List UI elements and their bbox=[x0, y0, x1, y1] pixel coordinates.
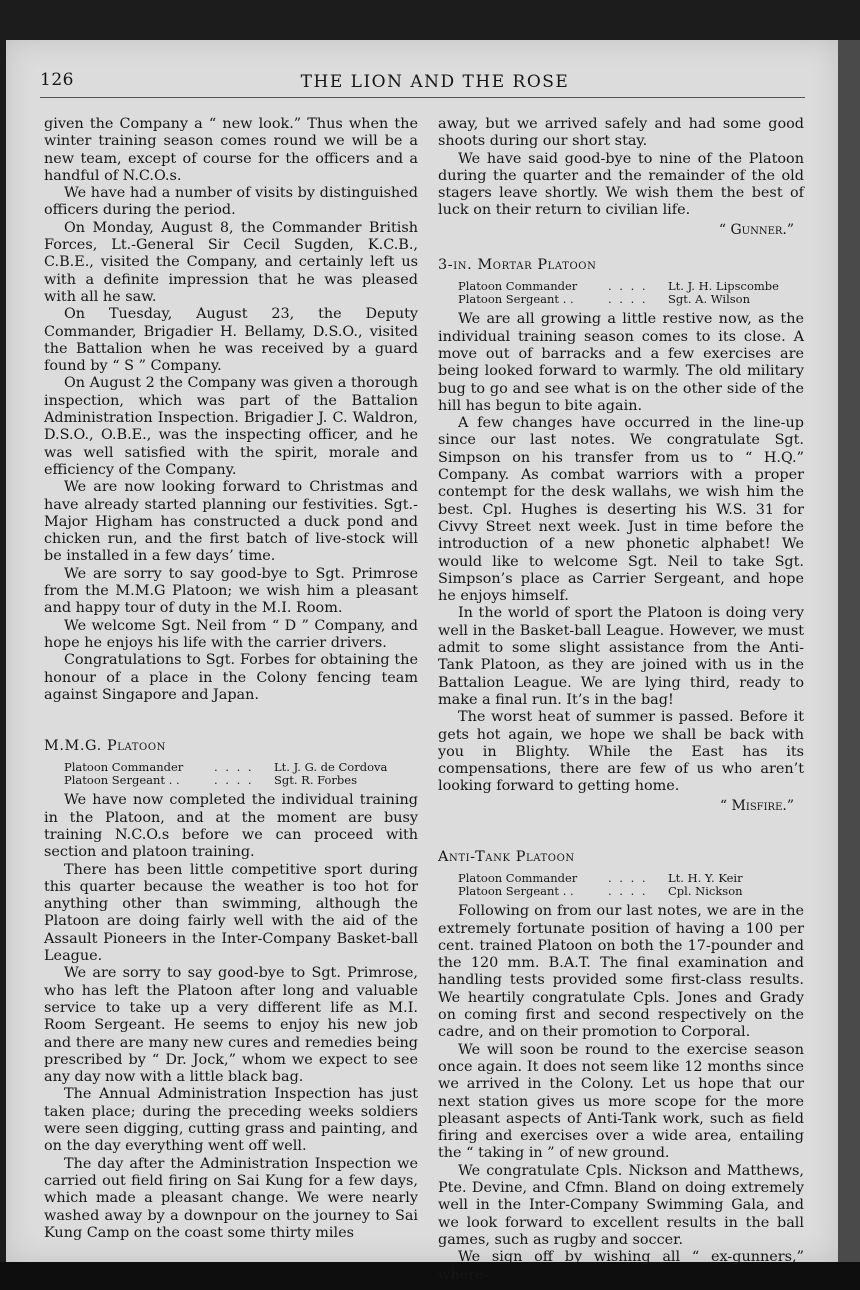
staff-list-mmg bbox=[64, 761, 418, 786]
paragraph: We have now completed the individual training in the Platoon, and at the moment are busy training N.C.O.s before we can proceed with section and platoon training. bbox=[44, 792, 418, 861]
staff-leader-dots: . . . . bbox=[608, 871, 648, 886]
paragraph: given the Company a “ new look.” Thus when the winter training season comes round we will be a new team, except of course for the officers and a handful of N.C.O.s. bbox=[44, 116, 418, 184]
paragraph: We are all growing a little restive now, as the individual training season comes to its close. A move out of barracks and a few exercises are being looked forward to warmly. The old military bug to go and see what is on the other side of the hill has begun to bite again. bbox=[438, 311, 804, 414]
staff-name: Lt. H. Y. Keir bbox=[668, 871, 743, 886]
header-rule bbox=[40, 97, 805, 98]
paragraph: We are now looking forward to Christmas and have already started planning our festivities. Sgt.-Major Higham has constructed a duck pond and chicken run, and the first batch of live-stock will be installed in a few days’ time. bbox=[44, 479, 418, 565]
paragraph: We have said good-bye to nine of the Platoon during the quarter and the remainder of the old stagers leave shortly. We wish them the best of luck on their return to civilian life. bbox=[438, 150, 804, 219]
staff-leader-dots: . . . . bbox=[608, 883, 648, 898]
paragraph: On Monday, August 8, the Commander British Forces, Lt.-General Sir Cecil Sugden, K.C.B., C.B.E., visited the Company, and certainly left us with a definite impression that he was pleased with all he saw. bbox=[44, 219, 418, 305]
staff-list-mortar bbox=[458, 280, 804, 305]
paragraph: The day after the Administration Inspection we carried out field firing on Sai Kung for a few days, which made a pleasant change. We were nearly washed away by a downpour on the journey to Sai Kung Camp on the coast some thirty miles bbox=[44, 1155, 418, 1241]
staff-name: Sgt. R. Forbes bbox=[274, 772, 357, 787]
staff-role: Platoon Commander bbox=[458, 871, 578, 886]
paragraph: We will soon be round to the exercise season once again. It does not seem like 12 months since we arrived in the Colony. Let us hope that our next station gives us more scope for the more pleasant aspects of Anti-Tank work, such as field firing and exercises over a wide area, entailing the “ taking in ” of new ground. bbox=[438, 1041, 804, 1162]
page-number: 126 bbox=[40, 70, 74, 90]
staff-row bbox=[458, 885, 804, 898]
staff-name: Cpl. Nickson bbox=[668, 883, 743, 898]
paragraph: The worst heat of summer is passed. Before it gets hot again, we hope we shall be back with you in Blighty. While the East has its compensations, there are few of us who aren’t looking forward to getting home. bbox=[438, 709, 804, 795]
staff-leader-dots: . . . . bbox=[214, 772, 254, 787]
paragraph: The Annual Administration Inspection has just taken place; during the preceding weeks soldiers were seen digging, cutting grass and painting, and on the day everything went off well. bbox=[44, 1086, 418, 1155]
paragraph: We sign off by wishing all “ ex-gunners,” where- bbox=[438, 1249, 804, 1283]
staff-row bbox=[458, 280, 804, 293]
paragraph: On Tuesday, August 23, the Deputy Commander, Brigadier H. Bellamy, D.S.O., visited the Battalion when he was received by a guard found by “ S ” Company. bbox=[44, 306, 418, 375]
staff-role: Platoon Sergeant . . bbox=[458, 291, 574, 306]
running-title: THE LION AND THE ROSE bbox=[300, 72, 570, 92]
section-heading-antitank: Anti-Tank Platoon bbox=[438, 848, 575, 865]
paragraph: There has been little competitive sport during this quarter because the weather is too hot for anything other than swimming, although the Platoon are doing fairly well with the aid of the Assault Pioneers in the Inter-Company Basket-ball League. bbox=[44, 861, 418, 965]
paragraph: We are sorry to say good-bye to Sgt. Primrose from the M.M.G Platoon; we wish him a pleasant and happy tour of duty in the M.I. Room. bbox=[44, 565, 418, 617]
staff-leader-dots: . . . . bbox=[608, 279, 648, 294]
staff-row bbox=[64, 774, 418, 787]
staff-name: Lt. J. H. Lipscombe bbox=[668, 279, 779, 294]
left-column bbox=[44, 116, 418, 1242]
staff-name: Lt. J. G. de Cordova bbox=[274, 760, 388, 775]
section-heading-mmg: M.M.G. Platoon bbox=[44, 738, 166, 755]
staff-name: Sgt. A. Wilson bbox=[668, 291, 750, 306]
paragraph: away, but we arrived safely and had some good shoots during our short stay. bbox=[438, 116, 804, 150]
staff-row bbox=[458, 872, 804, 885]
staff-role: Platoon Commander bbox=[458, 279, 578, 294]
signature-gunner: “ Gunner.” bbox=[718, 221, 794, 238]
paragraph: A few changes have occurred in the line-up since our last notes. We congratulate Sgt. Simpson on his transfer from us to “ H.Q.” Company. As combat warriors with a proper contempt for the desk wallahs, we wish him the best. Cpl. Hughes is deserting his W.S. 31 for Civvy Street next week. Just in time before the introduction of a new phonetic alphabet! We would like to welcome Sgt. Neil to take Sgt. Simpson’s place as Carrier Sergeant, and hope he enjoys himself. bbox=[438, 415, 804, 605]
paragraph: Following on from our last notes, we are in the extremely fortunate position of having a 100 per cent. trained Platoon on both the 17-pounder and the 120 mm. B.A.T. The final examination and handling tests provided some first-class results. We heartily congratulate Cpls. Jones and Grady on coming first and second respectively on the cadre, and on their promotion to Corporal. bbox=[438, 903, 804, 1041]
paragraph: We congratulate Cpls. Nickson and Matthews, Pte. Devine, and Cfmn. Bland on doing extremely well in the Inter-Company Swimming Gala, and we look forward to excellent results in the ball games, such as rugby and soccer. bbox=[438, 1162, 804, 1248]
section-heading-mortar: 3-in. Mortar Platoon bbox=[438, 257, 597, 274]
staff-role: Platoon Sergeant . . bbox=[458, 883, 574, 898]
paragraph: We are sorry to say good-bye to Sgt. Primrose, who has left the Platoon after long and valuable service to take up a very different life as M.I. Room Sergeant. He seems to enjoy his new job and there are many new cures and remedies being prescribed by “ Dr. Jock,” whom we expect to see any day now with a little black bag. bbox=[44, 965, 418, 1086]
paragraph: We have had a number of visits by distinguished officers during the period. bbox=[44, 185, 418, 219]
right-column bbox=[438, 116, 804, 1284]
staff-role: Platoon Commander bbox=[64, 760, 184, 775]
paragraph: We welcome Sgt. Neil from “ D ” Company, and hope he enjoys his life with the carrier drivers. bbox=[44, 617, 418, 651]
staff-row bbox=[458, 293, 804, 306]
paragraph: In the world of sport the Platoon is doing very well in the Basket-ball League. However, we must admit to some slight assistance from the Anti-Tank Platoon, as they are joined with us in the Battalion League. We are lying third, ready to make a final run. It’s in the bag! bbox=[438, 605, 804, 708]
staff-leader-dots: . . . . bbox=[608, 291, 648, 306]
staff-leader-dots: . . . . bbox=[214, 760, 254, 775]
binding-edge bbox=[838, 40, 860, 1262]
signature-misfire: “ Misfire.” bbox=[719, 797, 794, 814]
staff-role: Platoon Sergeant . . bbox=[64, 772, 180, 787]
paragraph: Congratulations to Sgt. Forbes for obtaining the honour of a place in the Colony fencing team against Singapore and Japan. bbox=[44, 652, 418, 703]
paragraph: On August 2 the Company was given a thorough inspection, which was part of the Battalion Administration Inspection. Brigadier J. C. Waldron, D.S.O., O.B.E., was the inspecting officer, and he was well satisfied with the spirit, morale and efficiency of the Company. bbox=[44, 375, 418, 478]
staff-list-antitank bbox=[458, 872, 804, 897]
